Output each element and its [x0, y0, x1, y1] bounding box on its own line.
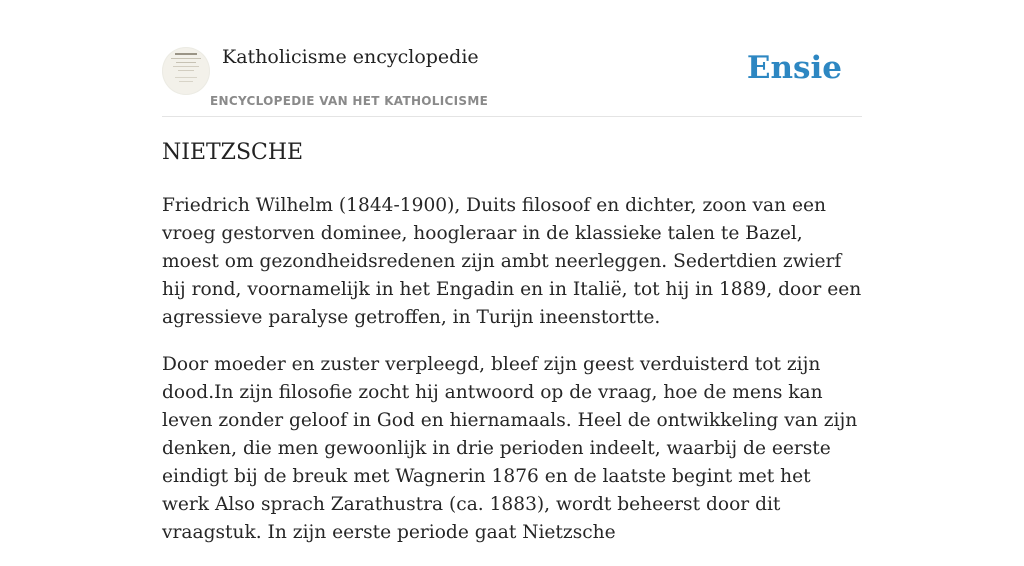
article-body [162, 192, 862, 566]
site-title-link[interactable]: Katholicisme encyclopedie [222, 46, 479, 68]
site-subtitle: ENCYCLOPEDIE VAN HET KATHOLICISME [210, 94, 489, 108]
article-paragraph: Friedrich Wilhelm (1844-1900), Duits filosoof en dichter, zoon van een vroeg gestorven dominee, hoogleraar in de klassieke talen te Bazel, moest om gezondheidsredenen zijn ambt neerleggen. Sedertdien zwierf hij rond, voornamelijk in het Engadin en in Italië, tot hij in 1889, door een agressieve paralyse getroffen, in Turijn ineenstortte. [162, 195, 862, 328]
site-header [162, 44, 862, 117]
ensie-logo-link[interactable]: Ensie [746, 50, 842, 86]
article-title: NIETZSCHE [162, 140, 304, 165]
encyclopedia-cover-icon[interactable] [162, 47, 210, 95]
article-paragraph: Door moeder en zuster verpleegd, bleef zijn geest verduisterd tot zijn dood.In zijn filosofie zocht hij antwoord op de vraag, hoe de mens kan leven zonder geloof in God en hiernamaals. Heel de ontwikkeling van zijn denken, die men gewoonlijk in drie perioden indeelt, waarbij de eerste eindigt bij de breuk met Wagnerin 1876 en de laatste begint met het werk Also sprach Zarathustra (ca. 1883), wordt beheerst door dit vraagstuk. In zijn eerste periode gaat Nietzsche [162, 354, 858, 543]
